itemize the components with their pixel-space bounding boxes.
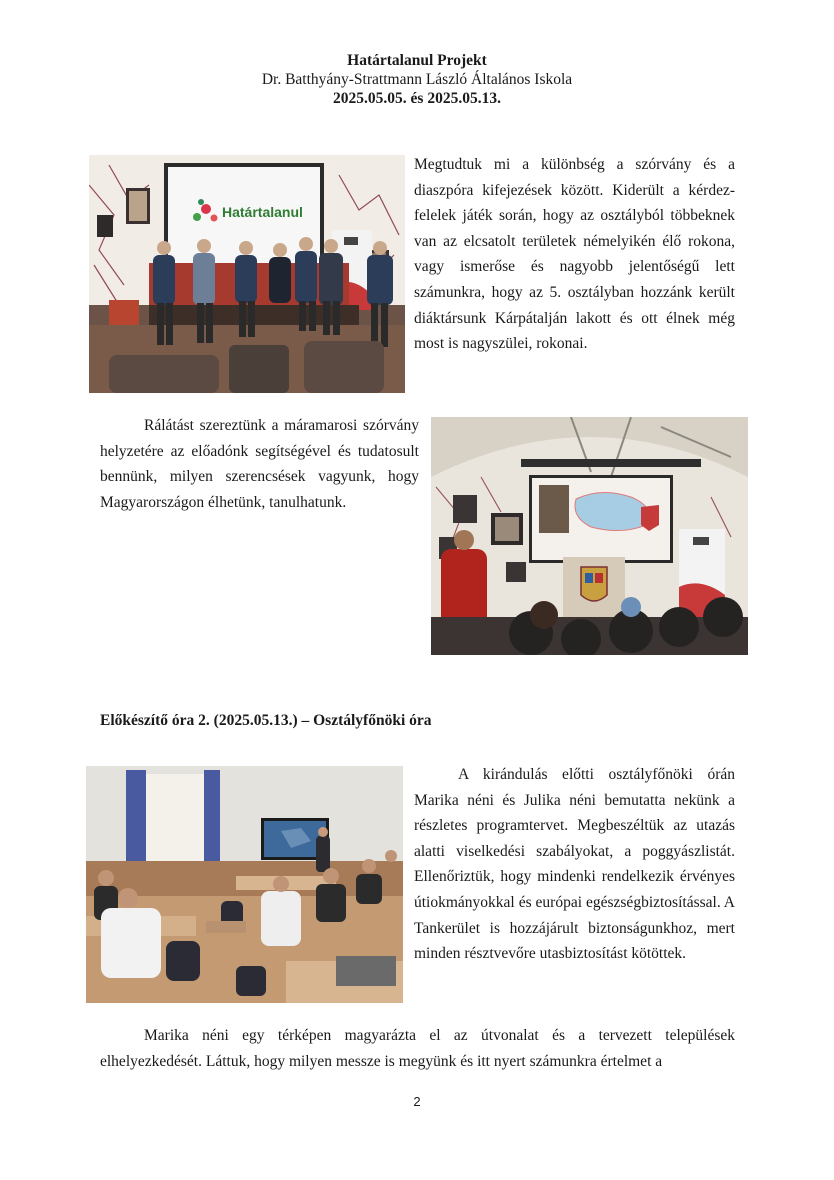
photo-presenter-map: [431, 417, 748, 655]
school-name: Dr. Batthyány-Strattmann László Általános Iskola: [261, 71, 573, 88]
paragraph-3: A kirándulás előtti osztályfőnöki órán Marika néni és Julika néni bemutatta nekünk a részletes programtervet. Megbeszéltük az utazás alatti viselkedési szabályokat, a poggyászlistát. Ellenőriztük, hogy mindenki rendelkezik érvényes útiokmányokkal és európai egészségbiztosítással. A Tankerület is hozzájárult biztonságunkhoz, mert minden résztvevőre utasbiztosítást kötöttek.: [414, 766, 735, 963]
document-title: Határtalanul Projekt: [347, 52, 487, 69]
paragraph-2: Rálátást szereztünk a máramarosi szórvány helyzetére az előadónk segítségével és tudatosult bennünk, milyen szerencsések vagyunk, hogy Magyarországon élhetünk, tanulhatunk.: [100, 417, 419, 511]
photo-students-stage: [89, 155, 405, 393]
page-number: 2: [413, 1094, 421, 1109]
paragraph-4: Marika néni egy térképen magyarázta el az útvonalat és a tervezett települések elhelyezkedését. Láttuk, hogy milyen messze is megyünk és itt nyert számunkra értelmet a: [100, 1027, 735, 1070]
section-title: Előkészítő óra 2. (2025.05.13.) – Osztályfőnöki óra: [100, 712, 432, 729]
paragraph-1: Megtudtuk mi a különbség a szórvány és a diaszpóra kifejezések között. Kiderült a kérdez-felelek játék során, hogy az osztályból többeknek van az elcsatolt területek némelyikén élő rokona, vagy ismerőse és nagyobb jelentőségű lett számunkra, hogy az 5. osztályban hozzánk került diáktársunk Kárpátalján lakott és ott élnek még most is nagyszülei, rokonai.: [414, 156, 735, 353]
slide-title: Határtalanul: [222, 204, 303, 220]
photo-classroom: [86, 766, 403, 1003]
document-dates: 2025.05.05. és 2025.05.13.: [333, 90, 501, 107]
